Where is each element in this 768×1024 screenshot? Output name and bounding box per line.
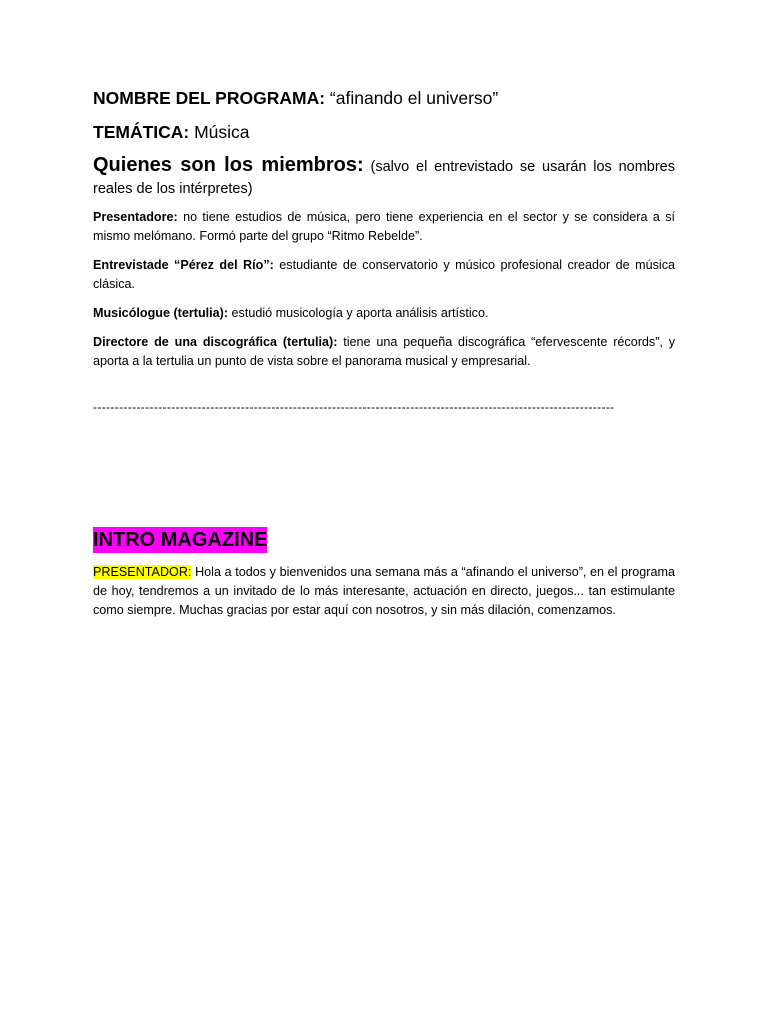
program-name-value: “afinando el universo” [329, 88, 499, 108]
member-text: no tiene estudios de música, pero tiene experiencia en el sector y se considera a sí mismo melómano. Formó parte del grupo “Ritmo Rebelde”. [93, 210, 676, 243]
member-item [93, 304, 675, 323]
speaker-label: PRESENTADOR: [93, 565, 192, 579]
member-label: Directore de una discográfica (tertulia): [93, 335, 338, 349]
divider-line: ------------------------------------------------------------------------------------------------------------------------ [93, 400, 615, 414]
program-theme-value: Música [194, 122, 250, 142]
intro-paragraph [93, 563, 675, 620]
members-note: (salvo el entrevistado se usarán los nombres reales de los intérpretes) [93, 159, 675, 197]
program-name-line [93, 86, 675, 110]
members-heading-line [93, 154, 675, 200]
member-label: Musicólogue (tertulia): [93, 306, 229, 320]
member-label: Presentadore: [93, 210, 178, 224]
member-text: estudiante de conservatorio y músico profesional creador de música clásica. [93, 258, 675, 291]
document-page [93, 86, 675, 633]
member-text: tiene una pequeña discográfica “efervescente récords”, y aporta a la tertulia un punto de vista sobre el panorama musical y empresarial. [93, 335, 676, 368]
program-theme-line [93, 120, 675, 144]
member-item [93, 256, 675, 294]
members-heading: Quienes son los miembros: [93, 154, 364, 176]
member-text: estudió musicología y aporta análisis artístico. [231, 306, 489, 320]
program-theme-label: TEMÁTICA: [93, 122, 190, 142]
member-label: Entrevistade “Pérez del Río”: [93, 258, 274, 272]
member-item [93, 333, 675, 371]
member-item [93, 208, 675, 246]
program-name-label: NOMBRE DEL PROGRAMA: [93, 88, 326, 108]
section-title: INTRO MAGAZINE [93, 529, 268, 551]
intro-text: Hola a todos y bienvenidos una semana más a “afinando el universo”, en el programa de hoy, tendremos a un invitado de lo más interesante, actuación en directo, juegos... tan estimulante como siempre. Muchas gracias por estar aquí con nosotros, y sin más dilación, comenzamos. [93, 565, 676, 617]
